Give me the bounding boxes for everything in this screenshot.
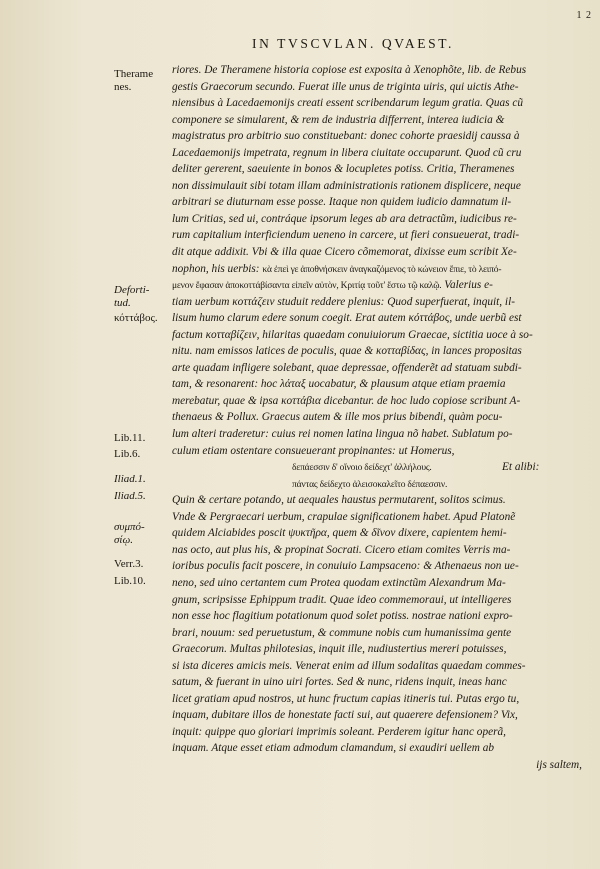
folio-mark: 1 2 [576,10,592,21]
text-line: inquam. Atque esset etiam admodum clamandum, si exaudiri uellem ab [172,742,495,755]
text-line [172,277,590,294]
running-head: IN TVSCVLAN. QVAEST. [252,36,455,51]
text-line: Lacedaemonijs impetrata, regnum in libera ciuitate occuparunt. Quod cũ cru [172,146,522,159]
text-line: satum, & fuerant in uino uiri fortes. Sed & nunc, ridens inquit, ineas hanc [172,676,507,689]
text-line: tam, & resonarent: hoc λάταξ uocabatur, & plausum atque etiam praemia [172,378,506,391]
text-line: Vnde & Pergraecari uerbum, crapulae significationem habet. Apud Platonẽ [172,510,516,523]
margin-note-de-fortitud: Deforti- tud. [114,284,150,309]
main-text [172,62,590,774]
text-fragment: nophon, his uerbis: [172,262,260,275]
text-line: magistratus pro arbitrio suo constituebant: donec cohorte praesidij caussa à [172,130,520,143]
text-line [172,261,590,278]
text-line: merebatur, quae & ipsa κοττάβια dicebantur. de hoc ludo copiose scribunt A- [172,394,521,407]
text-line: arte quadam infligere solebant, quae depressae, offenderẽt ad statuam subdi- [172,361,522,374]
text-line: inquam, dubitare illos de honestate facti sui, aut quaerere defensionem? Vix, [172,709,518,722]
text-line: gestis Graecorum secundo. Fuerat ille unus de triginta uiris, qui uictis Athe- [172,80,519,93]
text-line: neno, sed uino certantem cum Protea quodam extinctũm Alexandrum Ma- [172,576,506,589]
text-line: quidem Alciabides poscit ψυκτῆρα, quem & δῖνον dixere, capientem hemi- [172,527,507,540]
text-line: nitu. nam emissos latices de poculis, quae & κοτταβίδας, in lances propositas [172,345,522,358]
homer-quote-line-2 [172,476,590,493]
text-line: dit atque addixit. Vbi & illa quae Cicero cõmemorat, dixisse eum scribit Xe- [172,246,517,259]
text-line: rum capitalium interficiendum ueneno in carcere, ut fieri consueuerat, tradi- [172,229,520,242]
greek-quote-homer-1: δεπάεσσιν δ' οἴνοιο δείδεχτ' ἀλλήλους. [292,463,432,474]
text-line: lisum humo clarum edere sonum coegit. Erat autem κόττάβος, unde uerbũ est [172,312,522,325]
catchword: ijs saltem, [536,758,582,771]
margin-note-iliad1: Iliad.1. [114,473,146,485]
text-fragment: Et alibi: [502,461,540,474]
text-line: niensibus à Lacedaemonijs creati essent scribendarum legum gratia. Quas cũ [172,97,524,110]
text-line: lum Critias, sed ui, contráque ipsorum leges ab ara detractũm, iudicibus re- [172,212,517,225]
margin-note-sympos: συμπό- σίῳ. [114,521,145,546]
text-line: culum etiam ostentare consueuerant propinantes: ut Homerus, [172,444,455,457]
text-line: brari, nouum: sed peruetustum, & commune nobis cum humanissima gente [172,626,512,639]
text-line: licet gratiam apud nostros, ut hunc fructum capias itineris tui. Putas ergo tu, [172,692,520,705]
margin-note-lib6: Lib.6. [114,448,141,460]
homer-quote-line-1 [172,459,590,476]
margin-note-verr3: Verr.3. [114,558,144,570]
text-line: si ista diceres amicis meis. Venerat enim ad illum sodalitas quaedam commes- [172,659,526,672]
text-line: tiam uerbum κοττάζειν studuit reddere plenius: Quod superfuerat, inquit, il- [172,295,515,308]
text-line: inquit: quippe quo gloriari imprimis soleant. Perderem igitur hanc operã, [172,725,506,738]
margin-note-lib10: Lib.10. [114,575,146,587]
greek-quote-homer-2: πάντας δείδεχτο ἀλεισοκαλεῖτο δέπαεσσιν. [292,479,448,490]
margin-note-kottabos: κόττάβος. [114,312,158,324]
text-line: Graecorum. Multas philotesias, inquit ille, nudiustertius mereri potuisses, [172,643,507,656]
text-line: gnum, scripsisse Ephippum tradit. Quae ideo commemoraui, ut intelligeres [172,593,512,606]
text-line: arbitrari se diuturnam esse posse. Itaque non quidem iudicio damnatum il- [172,196,512,209]
greek-quote-xenophon-1: κὰ ἐπεὶ γε ἀποθνήσκειν ἀναγκαζόμενος τὸ κώνειον ἔπιε, τὸ λειπό- [262,264,502,275]
text-line: non esse hoc flagitium potationum quod solet potiss. nostrae nationi expro- [172,610,513,623]
text-line: ioribus poculis facit poscere, in conuiuio Lampsaceno: & Athenaeus non ue- [172,560,519,573]
text-line: Quin & certare potando, ut aequales haustus permutarent, solitos scimus. [172,494,506,507]
margin-note-lib11: Lib.11. [114,432,146,444]
text-line: componere se simularent, & rem de industria differrent, interea iudicia & [172,113,505,126]
text-line: deliter gererent, saeuiente in bonos & locupletes potiss. Critia, Theramenes [172,163,515,176]
greek-quote-xenophon-2: μενον ἔφασαν ἀποκοττάβίσαντα εἰπεῖν αὐτὸν, Κριτίᾳ τοῦτ' ἔστω τῷ καλῷ. [172,281,442,292]
text-line: factum κοτταβίζειν, hilaritas quaedam conuiuiorum Graecae, sictitia uoce à so- [172,328,533,341]
text-line: lum alteri traderetur: cuius rei nomen latina lingua nõ habet. Sublatum po- [172,428,513,441]
text-line: thenaeus & Pollux. Graecus autem & ille mos prius bibendi, quàm pocu- [172,411,503,424]
text-line: riores. De Theramene historia copiose est exposita à Xenophõte, lib. de Rebus [172,64,527,76]
margin-note-iliad5: Iliad.5. [114,490,146,502]
text-line: non dissimulauit sibi totam illam administrationis rationem displicere, neque [172,179,521,192]
text-fragment: Valerius e- [444,279,493,292]
margin-note-theramenes: Therame nes. [114,68,154,93]
text-line: nas octo, aut plus his, & propinat Socrati. Cicero etiam comites Verris ma- [172,543,511,556]
